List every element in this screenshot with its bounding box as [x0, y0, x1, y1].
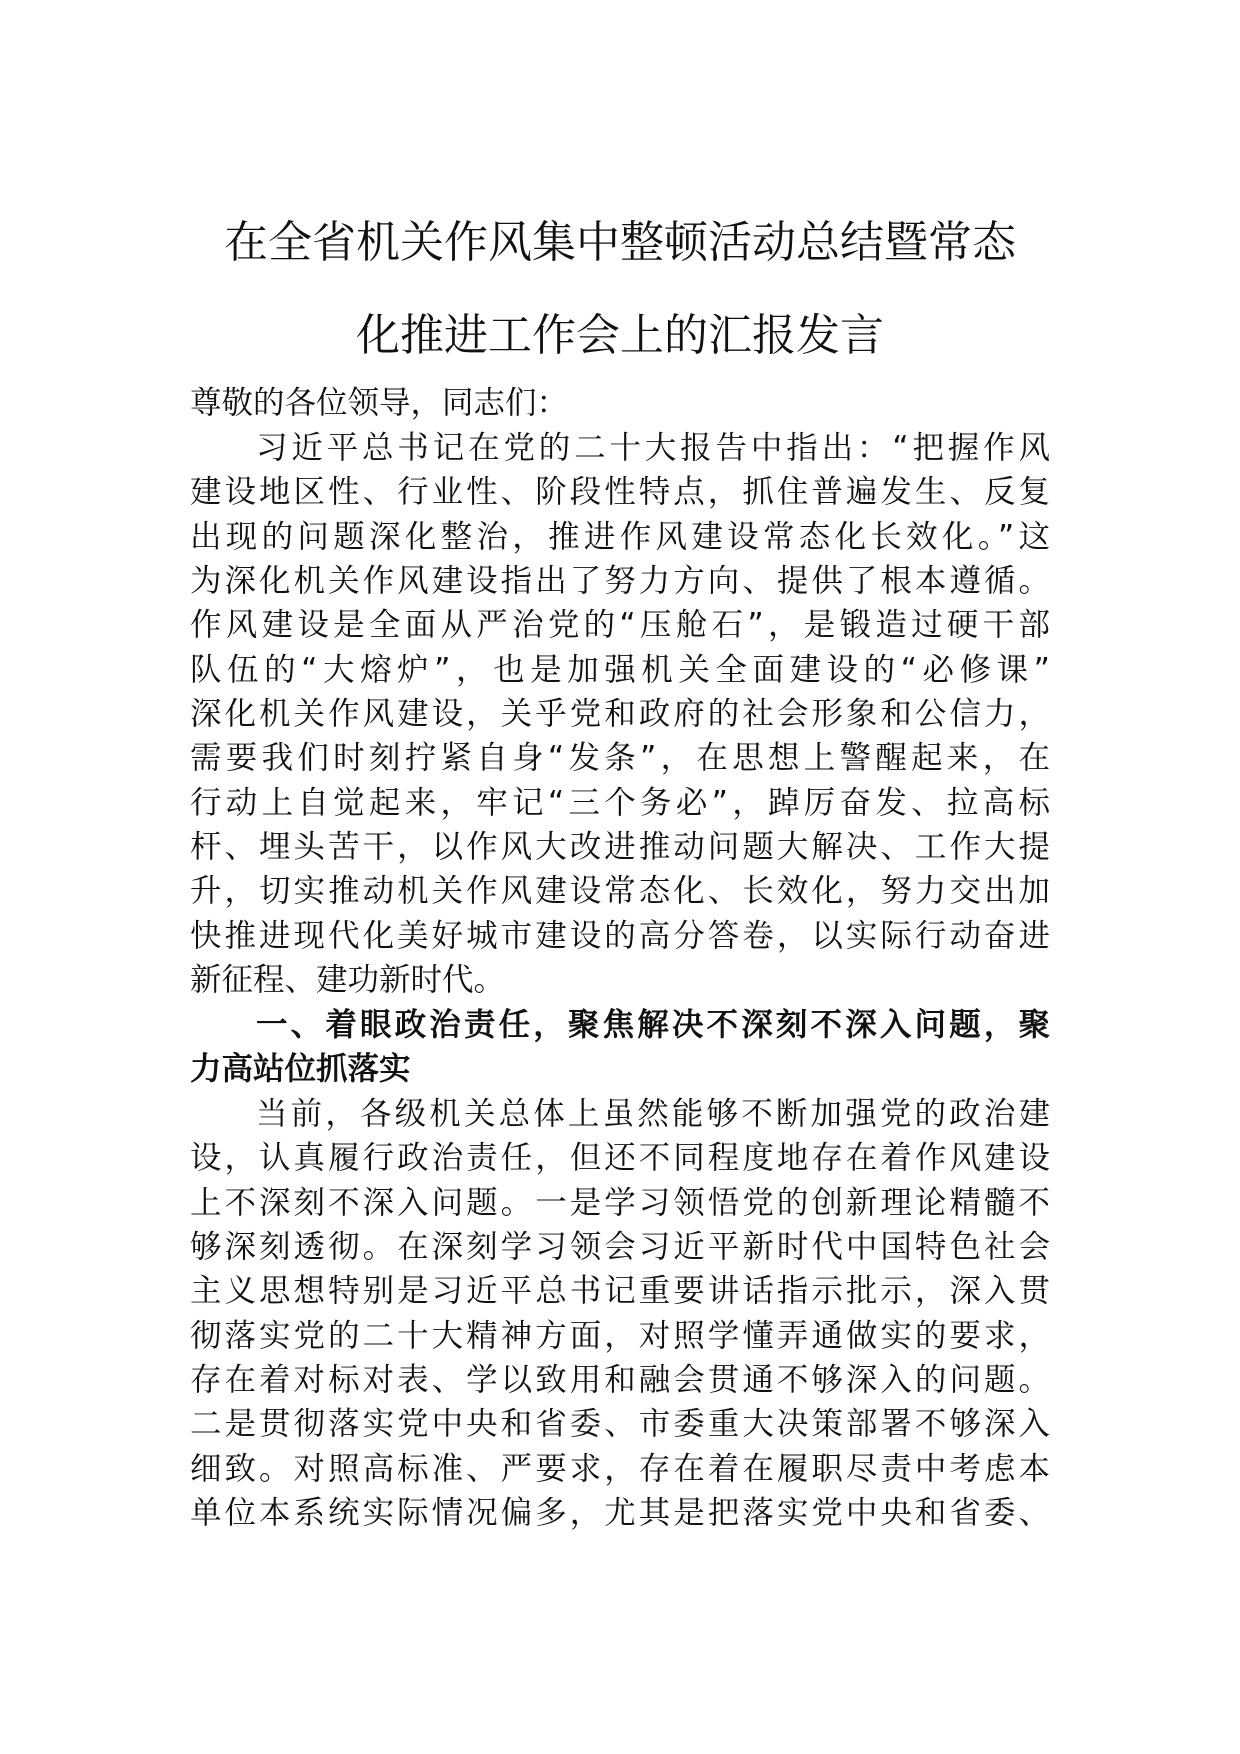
paragraph-line: 作风建设是全面从严治党的“压舱石”，是锻造过硬干部	[190, 607, 1050, 643]
paragraph-line: 深化机关作风建设，关乎党和政府的社会形象和公信力，	[190, 696, 1050, 732]
document-title-line-1: 在全省机关作风集中整顿活动总结暨常态	[224, 217, 1016, 268]
document-title-line-2: 化推进工作会上的汇报发言	[356, 310, 884, 361]
paragraph-line: 单位本系统实际情况偏多，尤其是把落实党中央和省委、	[190, 1495, 1050, 1531]
paragraph-line: 为深化机关作风建设指出了努力方向、提供了根本遵循。	[190, 563, 1050, 599]
section-heading-line: 力高站位抓落实	[190, 1051, 411, 1087]
paragraph-line: 出现的问题深化整治，推进作风建设常态化长效化。”这	[190, 519, 1050, 555]
paragraph-line: 存在着对标对表、学以致用和融会贯通不够深入的问题。	[190, 1362, 1050, 1398]
paragraph-line: 队伍的“大熔炉”，也是加强机关全面建设的“必修课”	[190, 652, 1050, 688]
section-heading-line: 一、着眼政治责任，聚焦解决不深刻不深入问题，聚	[256, 1007, 1050, 1043]
paragraph-line: 快推进现代化美好城市建设的高分答卷，以实际行动奋进	[190, 918, 1050, 954]
paragraph-line: 行动上自觉起来，牢记“三个务必”，踔厉奋发、拉高标	[190, 785, 1050, 821]
paragraph-line: 设，认真履行政治责任，但还不同程度地存在着作风建设	[190, 1140, 1050, 1176]
paragraph-line: 习近平总书记在党的二十大报告中指出：“把握作风	[256, 430, 1050, 466]
paragraph-line: 够深刻透彻。在深刻学习领会习近平新时代中国特色社会	[190, 1229, 1050, 1265]
paragraph-line: 新征程、建功新时代。	[190, 962, 506, 998]
paragraph-line: 细致。对照高标准、严要求，存在着在履职尽责中考虑本	[190, 1451, 1050, 1487]
paragraph-line: 二是贯彻落实党中央和省委、市委重大决策部署不够深入	[190, 1406, 1050, 1442]
paragraph-line: 上不深刻不深入问题。一是学习领悟党的创新理论精髓不	[190, 1185, 1050, 1221]
paragraph-line: 彻落实党的二十大精神方面，对照学懂弄通做实的要求，	[190, 1318, 1050, 1354]
paragraph-line: 需要我们时刻拧紧自身“发条”，在思想上警醒起来，在	[190, 740, 1050, 776]
paragraph-line: 建设地区性、行业性、阶段性特点，抓住普遍发生、反复	[190, 474, 1050, 510]
paragraph-line: 主义思想特别是习近平总书记重要讲话指示批示，深入贯	[190, 1273, 1050, 1309]
paragraph-line: 升，切实推动机关作风建设常态化、长效化，努力交出加	[190, 873, 1050, 909]
paragraph-line: 当前，各级机关总体上虽然能够不断加强党的政治建	[256, 1096, 1050, 1132]
paragraph-line: 杆、埋头苦干，以作风大改进推动问题大解决、工作大提	[190, 829, 1050, 865]
salutation: 尊敬的各位领导，同志们：	[190, 385, 569, 421]
